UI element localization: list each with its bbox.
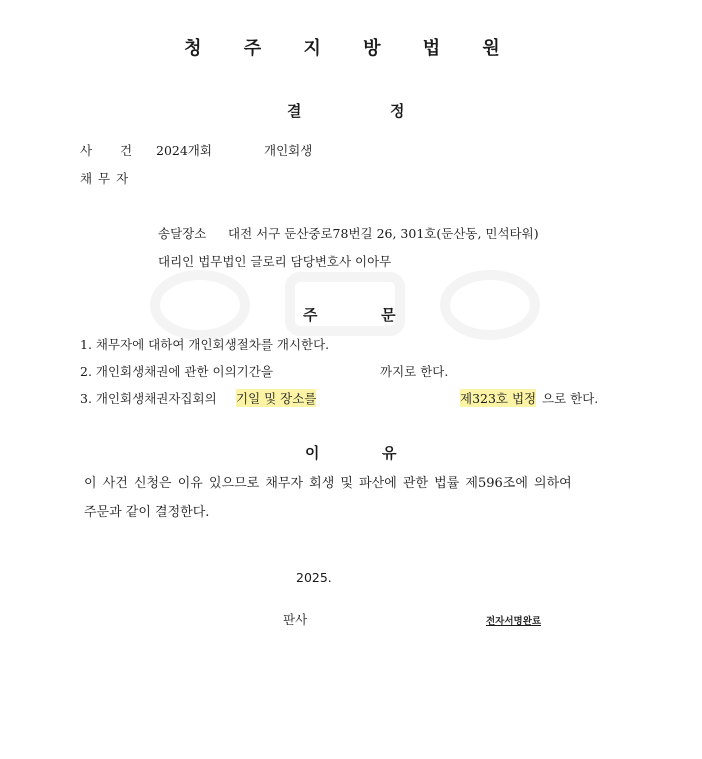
electronic-signature-stamp: 전자서명완료 — [486, 616, 542, 627]
case-label-1: 사 — [80, 143, 93, 158]
reason-line-1: 이 사건 신청은 이유 있으므로 채무자 회생 및 파산에 관한 법률 제596조에 의하여 — [84, 476, 572, 491]
order-heading-char-1: 주 — [303, 306, 318, 324]
order-item-3-highlight-schedule: 기일 및 장소를 — [236, 391, 317, 406]
case-number: 2024개회 — [156, 143, 212, 158]
order-item-2-prefix: 2. 개인회생채권에 관한 이의기간을 — [80, 364, 273, 379]
reason-line-2: 주문과 같이 결정한다. — [84, 505, 210, 520]
case-type: 개인회생 — [264, 143, 313, 158]
address-value: 대전 서구 둔산중로78번길 26, 301호(둔산동, 민석타워) — [228, 226, 539, 241]
order-item-3-suffix: 으로 한다. — [542, 391, 599, 406]
order-heading-char-2: 문 — [381, 306, 396, 324]
reason-heading-char-1: 이 — [305, 444, 320, 462]
order-item-3-prefix: 3. 개인회생채권자집회의 — [80, 391, 217, 406]
representative: 대리인 법무법인 글로리 담당변호사 이아무 — [158, 254, 392, 269]
case-label-2: 건 — [120, 143, 133, 158]
document-title-char-1: 결 — [287, 102, 302, 120]
document-title-char-2: 정 — [390, 102, 405, 120]
address-label: 송달장소 — [158, 226, 207, 241]
decision-date: 2025. — [296, 570, 332, 585]
order-item-3-highlight-courtroom: 제323호 법정 — [460, 391, 537, 406]
reason-heading-char-2: 유 — [382, 444, 397, 462]
debtor-label: 채 무 자 — [80, 171, 130, 186]
judge-label: 판사 — [283, 612, 308, 627]
background-watermark — [140, 265, 560, 345]
order-item-2-suffix: 까지로 한다. — [380, 364, 449, 379]
court-name: 청 주 지 방 법 원 — [184, 38, 518, 59]
order-item-1: 1. 채무자에 대하여 개인회생절차를 개시한다. — [80, 337, 330, 352]
